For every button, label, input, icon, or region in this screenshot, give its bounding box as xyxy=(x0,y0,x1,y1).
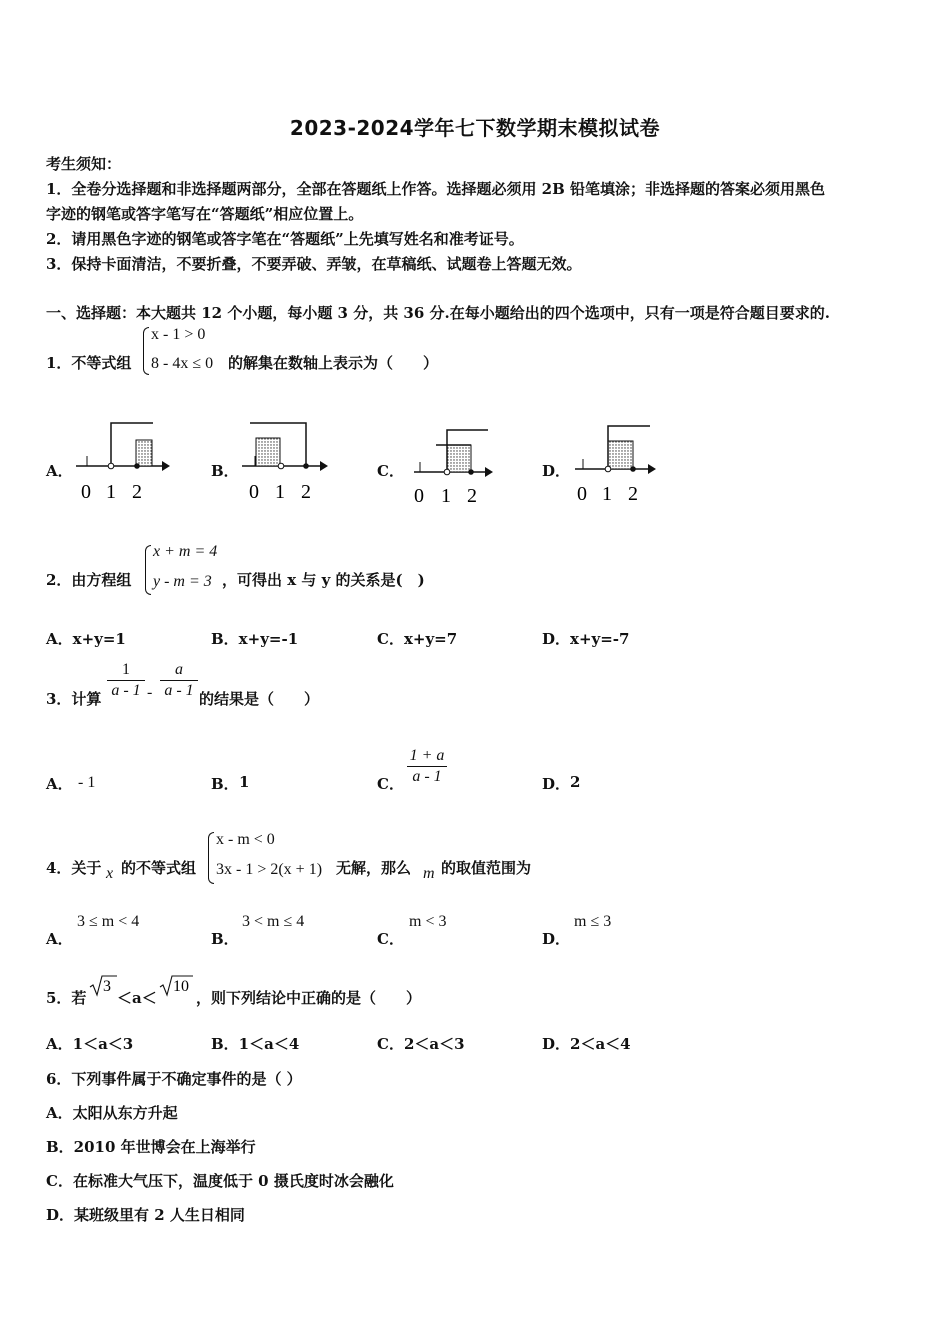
page-title: 2023-2024学年七下数学期末模拟试卷 xyxy=(289,116,661,140)
q6-option-a: A．太阳从东方升起 xyxy=(46,1104,178,1122)
svg-text:3: 3 xyxy=(103,978,111,995)
q3-option-a-value: - 1 xyxy=(78,774,96,791)
q6-option-b: B．2010 年世博会在上海举行 xyxy=(46,1138,256,1156)
q4-brace xyxy=(208,832,214,884)
q4-option-b-label: B． xyxy=(211,930,239,948)
q3-minus: - xyxy=(147,684,153,701)
q3-option-b-value: 1 xyxy=(239,773,250,791)
tick-label-2: 2 xyxy=(132,481,142,503)
q2-option-c: C．x+y=7 xyxy=(377,630,458,648)
q6-option-c: C．在标准大气压下，温度低于 0 摄氏度时冰会融化 xyxy=(46,1172,394,1190)
q4-var-x: x xyxy=(106,865,114,882)
q3-fraction-1: 1 a - 1 xyxy=(107,661,145,700)
q3-option-c-label: C． xyxy=(377,775,404,793)
q4-option-c-value: m < 3 xyxy=(409,913,447,930)
q5-sqrt-3 xyxy=(88,973,118,999)
tick-label-2: 2 xyxy=(467,485,477,507)
notice-line-1b: 字迹的钢笔或答字笔写在“答题纸”相应位置上。 xyxy=(46,205,364,223)
q5-option-a: A．1＜a＜3 xyxy=(46,1035,134,1053)
q4-option-c-label: C． xyxy=(377,930,404,948)
q4-option-b-value: 3 < m ≤ 4 xyxy=(242,913,305,930)
q2-eq-2: y - m = 3 xyxy=(153,573,212,590)
number-line-b xyxy=(242,423,328,503)
q1-option-a-label: A． xyxy=(46,462,73,480)
tick-label-1: 1 xyxy=(106,481,116,503)
q5-suffix: ，则下列结论中正确的是（ ） xyxy=(196,989,422,1007)
q3-prefix: 3．计算 xyxy=(46,690,102,708)
q5-prefix: 5．若 xyxy=(46,989,87,1007)
q1-suffix: 的解集在数轴上表示为（ ） xyxy=(228,354,439,372)
q5-option-b: B．1＜a＜4 xyxy=(211,1035,300,1053)
q5-option-d: D．2＜a＜4 xyxy=(542,1035,631,1053)
q1-prefix: 1．不等式组 xyxy=(46,354,132,372)
q4-prefix: 4．关于 xyxy=(46,859,102,877)
q1-number-lines xyxy=(0,0,950,520)
q4-option-d-value: m ≤ 3 xyxy=(574,913,612,930)
q5-option-c: C．2＜a＜3 xyxy=(377,1035,465,1053)
q2-suffix: ，可得出 x 与 y 的关系是( ) xyxy=(222,571,425,589)
q2-option-d: D．x+y=-7 xyxy=(542,630,630,648)
q4-ineq-1: x - m < 0 xyxy=(216,831,275,848)
number-line-a xyxy=(76,423,170,503)
notice-line-1a: 1．全卷分选择题和非选择题两部分，全部在答题纸上作答。选择题必须用 2B 铅笔填涂；非选择题的答案必须用黑色 xyxy=(46,180,826,198)
q2-prefix: 2．由方程组 xyxy=(46,571,132,589)
q1-option-c-label: C． xyxy=(377,462,404,480)
q4-mid2: 无解，那么 xyxy=(336,859,412,877)
number-line-c xyxy=(414,430,493,507)
q3-option-d-value: 2 xyxy=(570,773,581,791)
q3-option-d-label: D． xyxy=(542,775,571,793)
tick-label-0: 0 xyxy=(577,483,587,505)
q5-sqrt-10 xyxy=(158,973,194,999)
q2-option-b: B．x+y=-1 xyxy=(211,630,299,648)
q4-var-m: m xyxy=(423,865,435,882)
tick-label-2: 2 xyxy=(301,481,311,503)
q2-option-a: A．x+y=1 xyxy=(46,630,126,648)
tick-label-0: 0 xyxy=(414,485,424,507)
q4-suffix: 的取值范围为 xyxy=(441,859,532,877)
tick-label-1: 1 xyxy=(275,481,285,503)
q1-option-d-label: D． xyxy=(542,462,571,480)
q6-option-d: D．某班级里有 2 人生日相同 xyxy=(46,1206,245,1224)
notice-line-3: 3．保持卡面清洁，不要折叠，不要弄破、弄皱，在草稿纸、试题卷上答题无效。 xyxy=(46,255,582,273)
q4-mid: 的不等式组 xyxy=(121,859,197,877)
q5-comparison: ＜a＜ xyxy=(117,989,157,1007)
q1-option-b-label: B． xyxy=(211,462,239,480)
q4-option-a-label: A． xyxy=(46,930,73,948)
q2-eq-1: x + m = 4 xyxy=(153,543,218,560)
q3-option-c-fraction: 1 + a a - 1 xyxy=(407,747,447,786)
tick-label-0: 0 xyxy=(81,481,91,503)
tick-label-2: 2 xyxy=(628,483,638,505)
tick-label-1: 1 xyxy=(602,483,612,505)
q4-option-a-value: 3 ≤ m < 4 xyxy=(77,913,140,930)
number-line-d xyxy=(575,426,656,505)
q1-ineq-1: x - 1 > 0 xyxy=(151,326,206,343)
q4-option-d-label: D． xyxy=(542,930,571,948)
svg-text:10: 10 xyxy=(173,978,189,995)
tick-label-0: 0 xyxy=(249,481,259,503)
q3-option-b-label: B． xyxy=(211,775,239,793)
q1-ineq-2: 8 - 4x ≤ 0 xyxy=(151,355,214,372)
q3-option-a-label: A． xyxy=(46,775,73,793)
notice-heading: 考生须知： xyxy=(46,155,122,173)
tick-label-1: 1 xyxy=(441,485,451,507)
section-heading: 一、选择题：本大题共 12 个小题，每小题 3 分，共 36 分.在每小题给出的四个选项中，只有一项是符合题目要求的. xyxy=(46,304,830,322)
q3-suffix: 的结果是（ ） xyxy=(199,690,320,708)
q4-ineq-2: 3x - 1 > 2(x + 1) xyxy=(216,861,323,878)
q2-brace xyxy=(145,545,151,595)
notice-line-2: 2．请用黑色字迹的钢笔或答字笔在“答题纸”上先填写姓名和准考证号。 xyxy=(46,230,524,248)
q6-stem: 6．下列事件属于不确定事件的是（ ） xyxy=(46,1070,302,1088)
q3-fraction-2: a a - 1 xyxy=(160,661,198,700)
